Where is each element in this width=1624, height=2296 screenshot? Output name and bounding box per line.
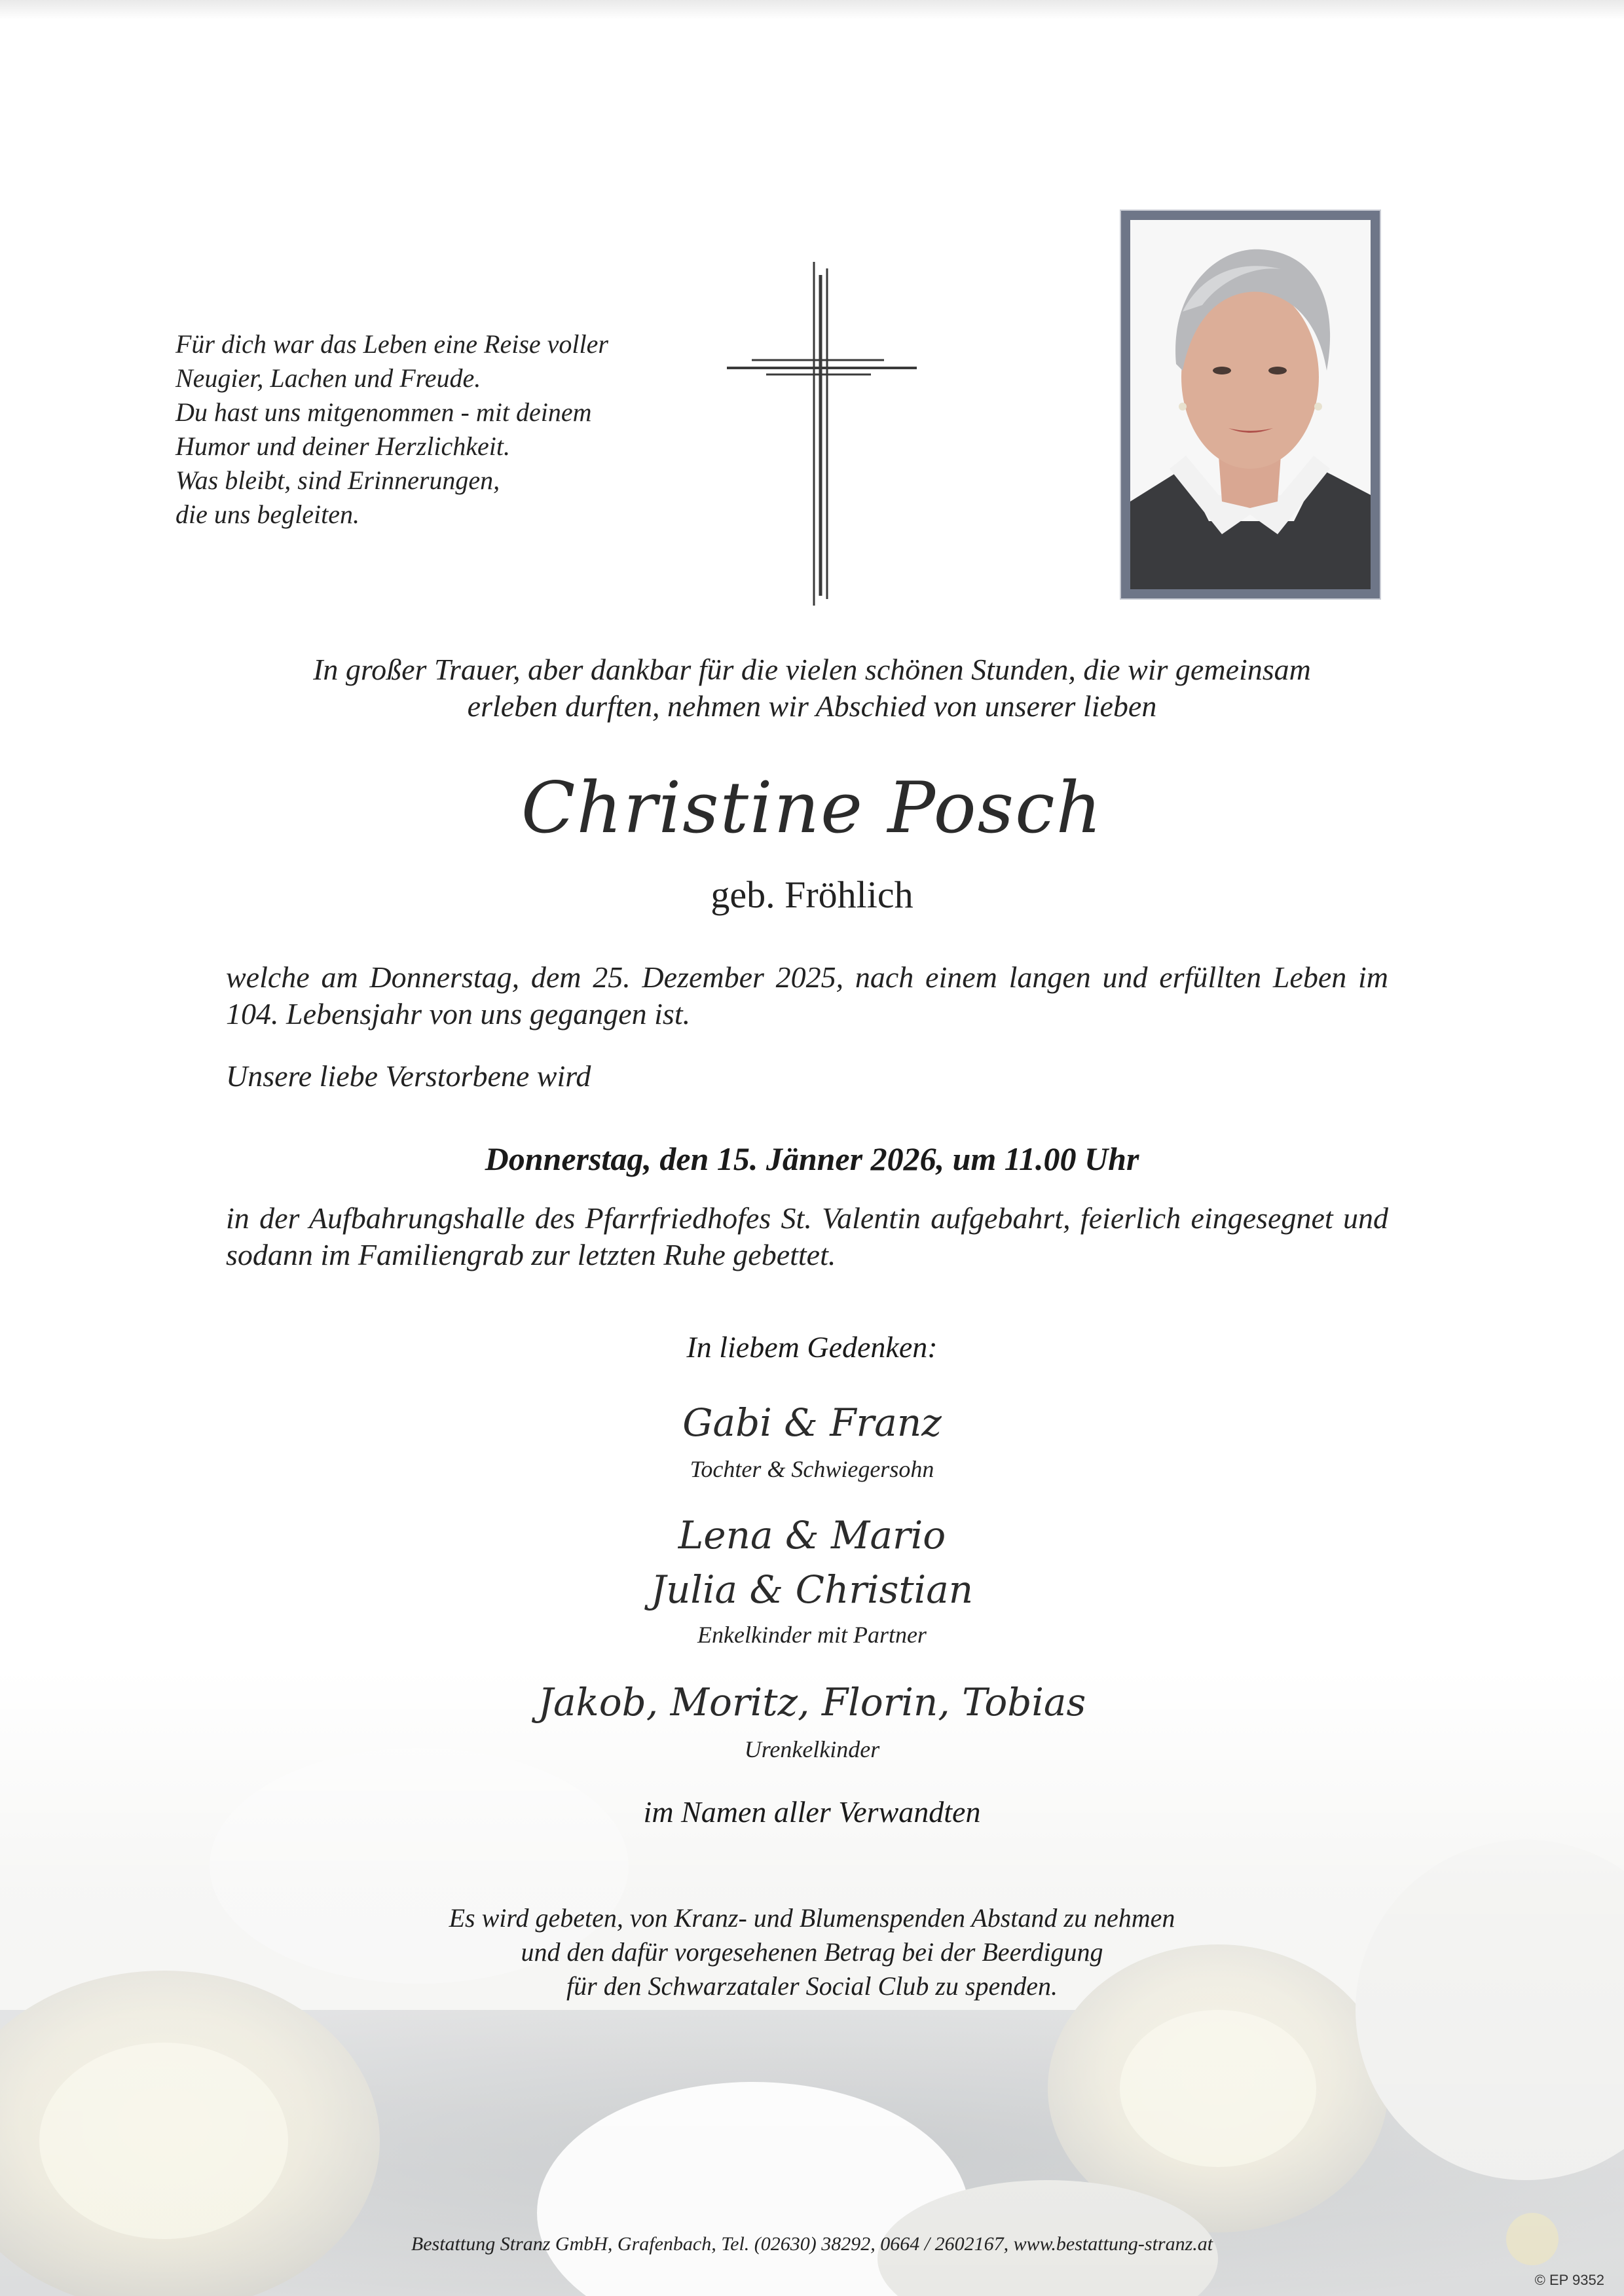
family-name-great-grandchildren: Jakob, Moritz, Florin, Tobias <box>538 1680 1086 1724</box>
funeral-date: Donnerstag, den 15. Jänner 2026, um 11.00 Uhr <box>485 1140 1139 1177</box>
request-line: für den Schwarzataler Social Club zu spenden. <box>566 1971 1058 2001</box>
poem-line: die uns begleiten. <box>175 500 360 529</box>
family-name-grandchild: Julia & Christian <box>650 1567 974 1612</box>
portrait-photo-frame <box>1121 211 1380 598</box>
scan-edge <box>0 0 1624 20</box>
donation-request <box>0 1901 1624 2003</box>
request-line: und den dafür vorgesehenen Betrag bei der Beerdigung <box>521 1937 1103 1967</box>
document-code: © EP 9352 <box>1534 2272 1604 2288</box>
lying-in-state-intro: Unsere liebe Verstorbene wird <box>226 1059 591 1093</box>
death-text: welche am Donnerstag, dem 25. Dezember 2025, nach einem langen und erfüllten Leben im 104. Lebensjahr von uns gegangen ist. <box>226 960 1388 1030</box>
portrait-photo <box>1130 220 1371 589</box>
cross-icon <box>727 262 917 606</box>
poem-line: Was bleibt, sind Erinnerungen, <box>175 465 500 495</box>
portrait-illustration <box>1130 220 1371 589</box>
family-relation: Urenkelkinder <box>744 1736 880 1762</box>
family-name-grandchild: Lena & Mario <box>678 1513 946 1558</box>
maiden-name: geb. Fröhlich <box>710 873 913 916</box>
intro-text <box>0 651 1624 725</box>
poem-line: Neugier, Lachen und Freude. <box>175 363 481 393</box>
memory-heading: In liebem Gedenken: <box>686 1330 938 1364</box>
family-name-daughter: Gabi & Franz <box>682 1400 942 1445</box>
poem <box>175 327 712 532</box>
family-relation: Tochter & Schwiegersohn <box>690 1456 934 1482</box>
funeral-text: in der Aufbahrungshalle des Pfarrfriedhofes St. Valentin aufgebahrt, feierlich eingesegnet und sodann im Familiengrab zur letzten Ruhe gebettet. <box>226 1201 1388 1271</box>
family-relation: Enkelkinder mit Partner <box>697 1622 927 1648</box>
request-line: Es wird gebeten, von Kranz- und Blumenspenden Abstand zu nehmen <box>449 1903 1175 1933</box>
deceased-name: Christine Posch <box>521 767 1103 849</box>
poem-line: Humor und deiner Herzlichkeit. <box>175 431 511 461</box>
relatives-line: im Namen aller Verwandten <box>643 1795 981 1829</box>
poem-line: Du hast uns mitgenommen - mit deinem <box>175 397 592 427</box>
poem-line: Für dich war das Leben eine Reise voller <box>175 329 608 359</box>
funeral-home-footer: Bestattung Stranz GmbH, Grafenbach, Tel. (02630) 38292, 0664 / 2602167, www.bestattung-stranz.at <box>411 2233 1213 2255</box>
intro-line: In großer Trauer, aber dankbar für die vielen schönen Stunden, die wir gemeinsam <box>313 653 1311 686</box>
intro-line: erleben durften, nehmen wir Abschied von unserer lieben <box>467 689 1157 723</box>
